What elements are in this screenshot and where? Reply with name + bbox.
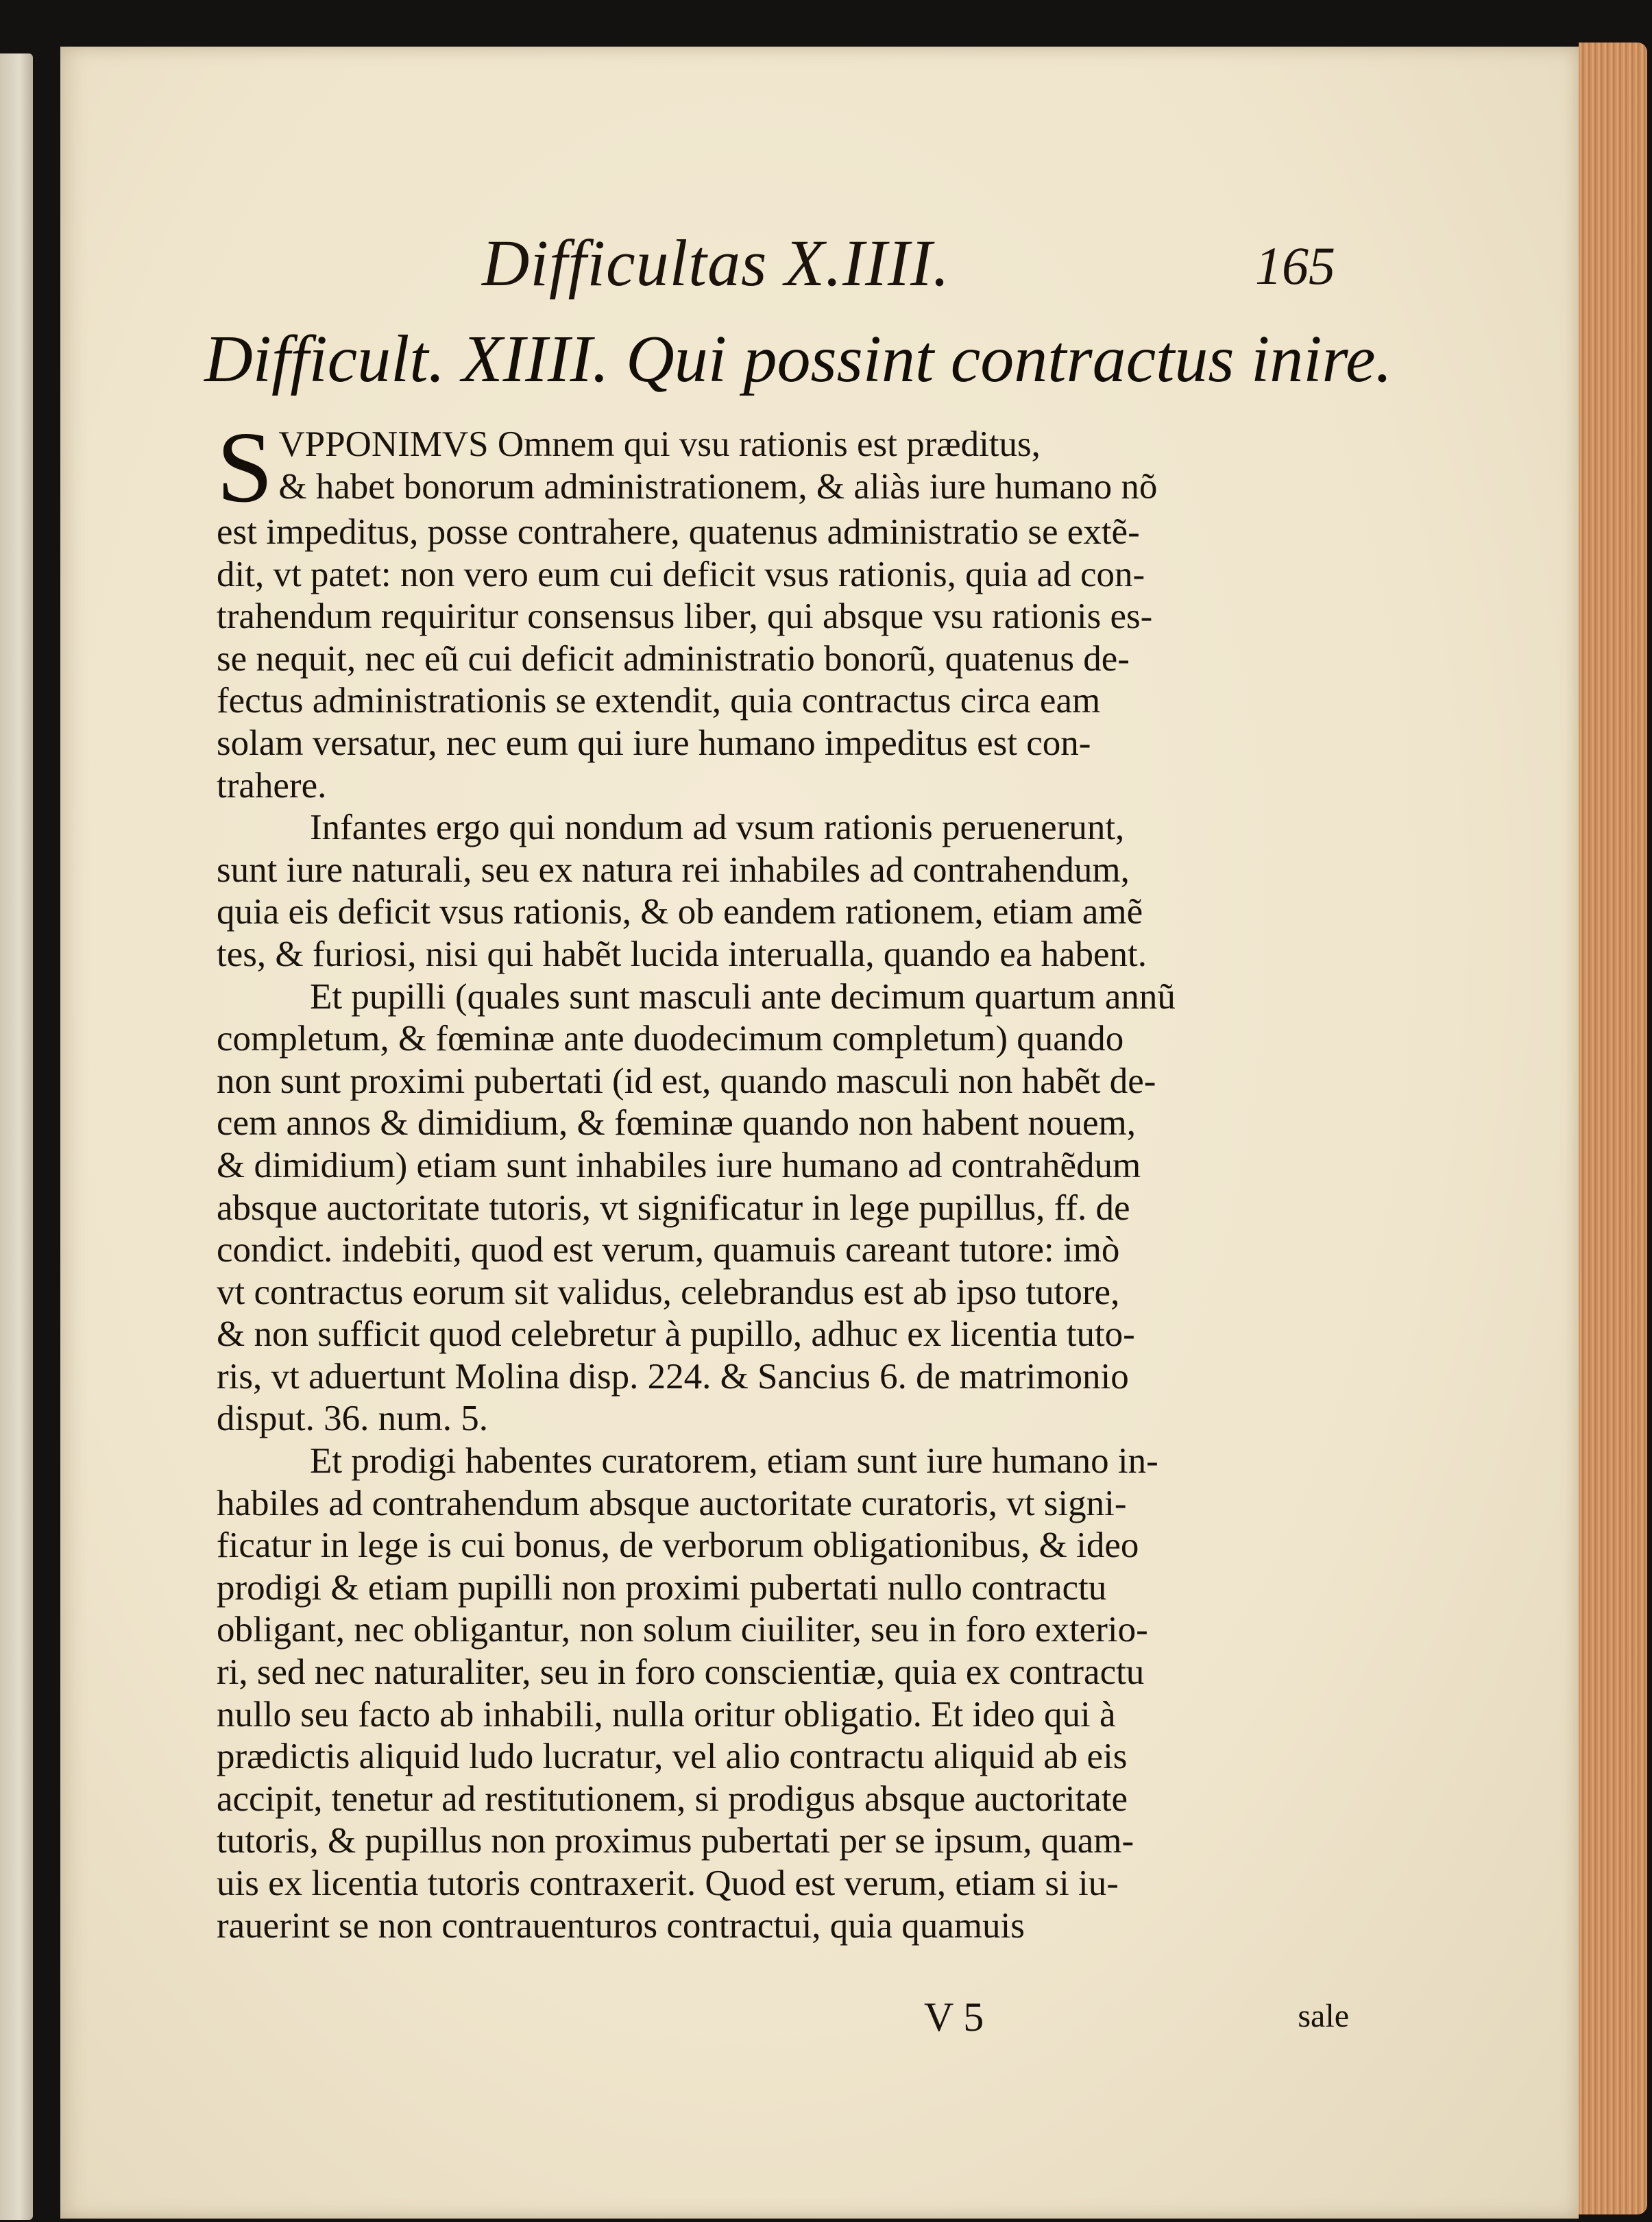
text-line: dit, vt patet: non vero eum cui deficit vsus rationis, quia ad con- — [217, 554, 1145, 594]
text-line: fectus administrationis se extendit, quia contractus circa eam — [217, 681, 1101, 721]
text-line: ri, sed nec naturaliter, seu in foro conscientiæ, quia ex contractu — [217, 1652, 1145, 1693]
page-number: 165 — [1255, 236, 1335, 295]
text-line: cem annos & dimidium, & fœminæ quando non habent nouem, — [217, 1103, 1137, 1144]
text-line: prædictis aliquid ludo lucratur, vel alio contractu aliquid ab eis — [217, 1737, 1128, 1777]
text-line: accipit, tenetur ad restitutionem, si prodigus absque auctoritate — [217, 1778, 1128, 1819]
text-line: Et prodigi habentes curatorem, etiam sunt iure humano in- — [310, 1441, 1158, 1482]
text-line: absque auctoritate tutoris, vt significatur in lege pupillus, ff. de — [217, 1187, 1130, 1228]
signature-mark: V 5 — [924, 1994, 984, 2040]
text-line: rauerint se non contrauenturos contractui, quia quamuis — [217, 1905, 1025, 1946]
text-line: non sunt proximi pubertati (id est, quando masculi non habẽt de- — [217, 1061, 1156, 1101]
catchword: sale — [1298, 1998, 1349, 2034]
running-title: Difficultas X.IIII. — [482, 226, 950, 300]
drop-capital: S — [217, 411, 274, 524]
text-line: tutoris, & pupillus non proximus pubertati per se ipsum, quam- — [217, 1821, 1134, 1861]
text-line: quia eis deficit vsus rationis, & ob eandem rationem, etiam amẽ — [217, 892, 1143, 932]
text-line: Infantes ergo qui nondum ad vsum rationis peruenerunt, — [310, 808, 1125, 848]
text-line: VPPONIMVS Omnem qui vsu rationis est præditus, — [278, 424, 1041, 464]
page-block-edge — [1579, 43, 1647, 2214]
text-line: condict. indebiti, quod est verum, quamuis careant tutore: imò — [217, 1230, 1120, 1270]
book-page — [60, 47, 1579, 2219]
text-line: ficatur in lege is cui bonus, de verborum obligationibus, & ideo — [217, 1525, 1139, 1566]
text-line: est impeditus, posse contrahere, quatenus administratio se extẽ- — [217, 512, 1140, 552]
text-line: & non sufficit quod celebretur à pupillo, adhuc ex licentia tuto- — [217, 1314, 1135, 1355]
text-line: disput. 36. num. 5. — [217, 1399, 489, 1439]
text-line: trahendum requiritur consensus liber, qui absque vsu rationis es- — [217, 596, 1153, 637]
text-line: & habet bonorum administrationem, & aliàs iure humano nõ — [278, 466, 1158, 507]
text-line: prodigi & etiam pupilli non proximi pubertati nullo contractu — [217, 1567, 1107, 1608]
text-line: sunt iure naturali, seu ex natura rei inhabiles ad contrahendum, — [217, 849, 1130, 890]
text-line: trahere. — [217, 765, 327, 806]
page-header — [60, 184, 1579, 335]
text-line: ris, vt aduertunt Molina disp. 224. & Sancius 6. de matrimonio — [217, 1356, 1129, 1397]
text-line: habiles ad contrahendum absque auctoritate curatoris, vt signi- — [217, 1483, 1127, 1523]
text-line: solam versatur, nec eum qui iure humano impeditus est con- — [217, 723, 1091, 763]
text-line: uis ex licentia tutoris contraxerit. Quod est verum, etiam si iu- — [217, 1863, 1119, 1903]
section-title: Difficult. XIIII. Qui possint contractus inire. — [204, 322, 1392, 396]
text-line: nullo seu facto ab inhabili, nulla oritur obligatio. Et ideo qui à — [217, 1694, 1116, 1735]
text-line: se nequit, nec eũ cui deficit administratio bonorũ, quatenus de- — [217, 638, 1130, 679]
text-line: & dimidium) etiam sunt inhabiles iure humano ad contrahẽdum — [217, 1145, 1141, 1185]
facing-page-edge — [0, 53, 33, 2220]
text-line: tes, & furiosi, nisi qui habẽt lucida interualla, quando ea habent. — [217, 934, 1147, 974]
body-text — [217, 411, 1348, 1947]
text-line: obligant, nec obligantur, non solum ciuiliter, seu in foro exterio- — [217, 1610, 1148, 1650]
text-line: completum, & fœminæ ante duodecimum completum) quando — [217, 1019, 1124, 1059]
text-line: vt contractus eorum sit validus, celebrandus est ab ipso tutore, — [217, 1272, 1120, 1312]
text-line: Et pupilli (quales sunt masculi ante decimum quartum annũ — [310, 976, 1176, 1017]
